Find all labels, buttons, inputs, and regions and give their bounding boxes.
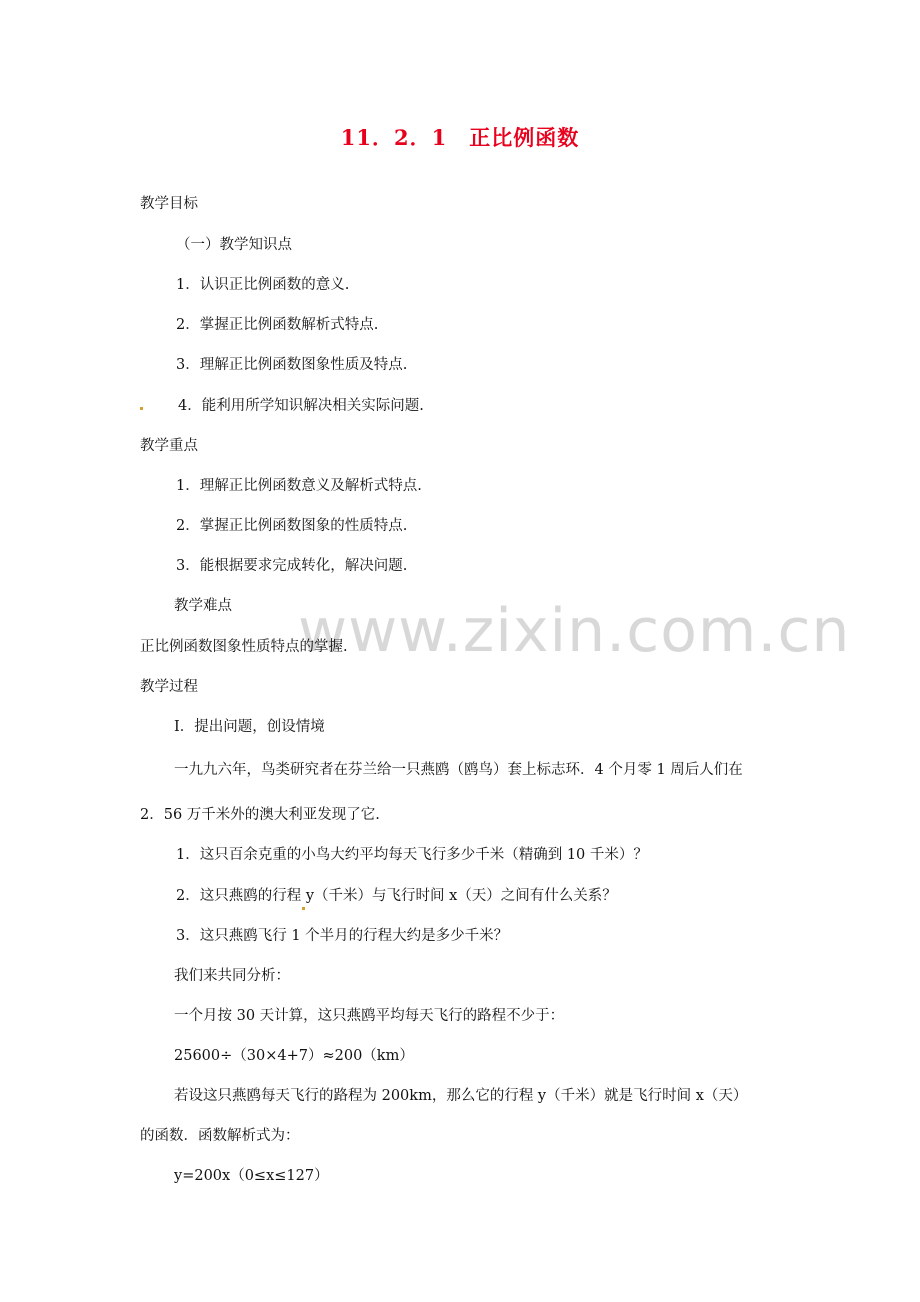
document-title: 11．2．1 正比例函数 [340, 125, 580, 150]
paragraph: 的函数．函数解析式为： [140, 1128, 300, 1144]
section-heading: 教学过程 [140, 679, 198, 695]
paragraph: 我们来共同分析： [174, 968, 290, 984]
stray-mark [302, 907, 305, 910]
paragraph: 一个月按 30 天计算，这只燕鸥平均每天飞行的路程不少于： [174, 1008, 565, 1024]
subsection-heading: （一）教学知识点 [176, 237, 292, 253]
subsection-heading: Ⅰ．提出问题，创设情境 [174, 719, 325, 735]
formula: 25600÷（30×4+7）≈200（km） [174, 1048, 414, 1064]
list-item: 3．能根据要求完成转化，解决问题. [176, 558, 408, 574]
question-item: 1．这只百余克重的小鸟大约平均每天飞行多少千米（精确到 10 千米）？ [176, 847, 648, 863]
paragraph: 正比例函数图象性质特点的掌握. [140, 639, 348, 655]
list-item: 2．掌握正比例函数图象的性质特点. [176, 518, 408, 534]
list-item: 1．认识正比例函数的意义. [176, 277, 350, 293]
question-item: 3．这只燕鸥飞行 1 个半月的行程大约是多少千米？ [176, 928, 509, 944]
formula: y=200x（0≤x≤127） [174, 1168, 329, 1184]
list-item: 2．掌握正比例函数解析式特点. [176, 317, 379, 333]
section-heading: 教学目标 [140, 196, 198, 212]
question-item: 2．这只燕鸥的行程 y（千米）与飞行时间 x（天）之间有什么关系？ [176, 888, 617, 904]
list-item: 4．能利用所学知识解决相关实际问题. [178, 398, 424, 414]
list-item: 1．理解正比例函数意义及解析式特点. [176, 478, 422, 494]
section-heading: 教学难点 [174, 598, 232, 614]
paragraph: 2．56 万千米外的澳大利亚发现了它. [140, 807, 380, 823]
watermark: www.zixin.com.cn [298, 596, 851, 666]
paragraph: 一九九六年，鸟类研究者在芬兰给一只燕鸥（鸥鸟）套上标志环．4 个月零 1 周后人们在 [174, 762, 743, 778]
section-heading: 教学重点 [140, 438, 198, 454]
list-item: 3．理解正比例函数图象性质及特点. [176, 357, 408, 373]
paragraph: 若设这只燕鸥每天飞行的路程为 200km，那么它的行程 y（千米）就是飞行时间 x（天） [174, 1088, 748, 1104]
stray-mark [140, 407, 143, 410]
